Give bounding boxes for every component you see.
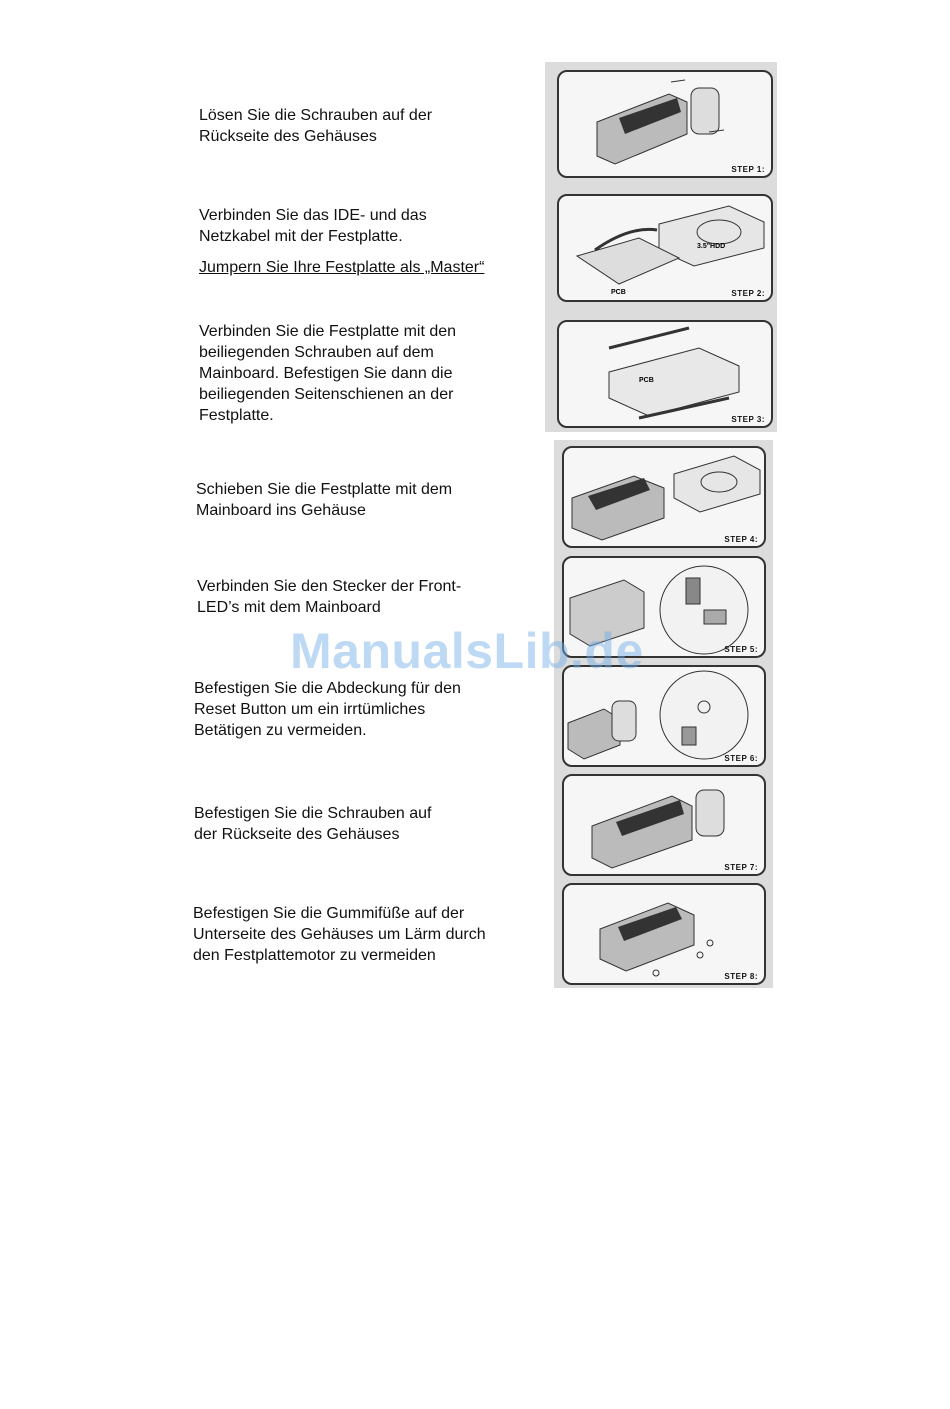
step-label: STEP 1:	[731, 165, 765, 174]
rubber-feet-icon	[564, 885, 764, 983]
step-label: STEP 4:	[724, 535, 758, 544]
instruction-text: Befestigen Sie die Gummifüße auf der Unterseite des Gehäuses um Lärm durch den Festplattemotor zu vermeiden	[193, 905, 486, 964]
step-4-illustration	[562, 446, 766, 548]
step-6-illustration	[562, 665, 766, 767]
step-2-illustration	[557, 194, 773, 302]
step-3-illustration	[557, 320, 773, 428]
hdd-label: 3.5"HDD	[697, 243, 726, 250]
instruction-4	[196, 479, 452, 521]
instruction-8	[193, 903, 486, 966]
watermark: ManualsLib.de	[290, 623, 644, 679]
instruction-text: Verbinden Sie das IDE- und das Netzkabel mit der Festplatte.	[199, 207, 427, 245]
enclosure-rear-cover-icon	[559, 72, 771, 176]
hdd-rails-mount-icon	[559, 322, 771, 426]
step-8-illustration	[562, 883, 766, 985]
fasten-rear-screws-icon	[564, 776, 764, 874]
step-label: STEP 2:	[731, 289, 765, 298]
instruction-6	[194, 678, 461, 741]
step-label: STEP 5:	[724, 645, 758, 654]
instruction-text: Verbinden Sie den Stecker der Front- LED’s mit dem Mainboard	[197, 578, 462, 616]
instruction-text: Lösen Sie die Schrauben auf der Rückseite des Gehäuses	[199, 107, 433, 145]
step-7-illustration	[562, 774, 766, 876]
instruction-5	[197, 576, 461, 618]
instruction-2	[199, 205, 484, 278]
instruction-text: Verbinden Sie die Festplatte mit den beiliegenden Schrauben auf dem Mainboard. Befestigen Sie dann die beiliegenden Seitenschienen an der Festplatte.	[199, 323, 457, 424]
hdd-cable-connect-icon	[559, 196, 771, 300]
instruction-text: Befestigen Sie die Abdeckung für den Reset Button um ein irrtümliches Betätigen zu vermeiden.	[194, 680, 461, 739]
instruction-3	[199, 321, 456, 426]
instruction-text: Befestigen Sie die Schrauben auf der Rückseite des Gehäuses	[194, 805, 432, 843]
instruction-note: Jumpern Sie Ihre Festplatte als „Master“	[199, 259, 485, 276]
instruction-7	[194, 803, 432, 845]
instruction-text: Schieben Sie die Festplatte mit dem Mainboard ins Gehäuse	[196, 481, 453, 519]
slide-hdd-into-enclosure-icon	[564, 448, 764, 546]
step-label: STEP 8:	[724, 972, 758, 981]
instruction-1	[199, 105, 432, 147]
reset-button-cover-icon	[564, 667, 764, 765]
step-1-illustration	[557, 70, 773, 178]
pcb-label: PCB	[611, 289, 626, 296]
step-label: STEP 6:	[724, 754, 758, 763]
pcb-label: PCB	[639, 377, 654, 384]
step-label: STEP 3:	[731, 415, 765, 424]
step-label: STEP 7:	[724, 863, 758, 872]
